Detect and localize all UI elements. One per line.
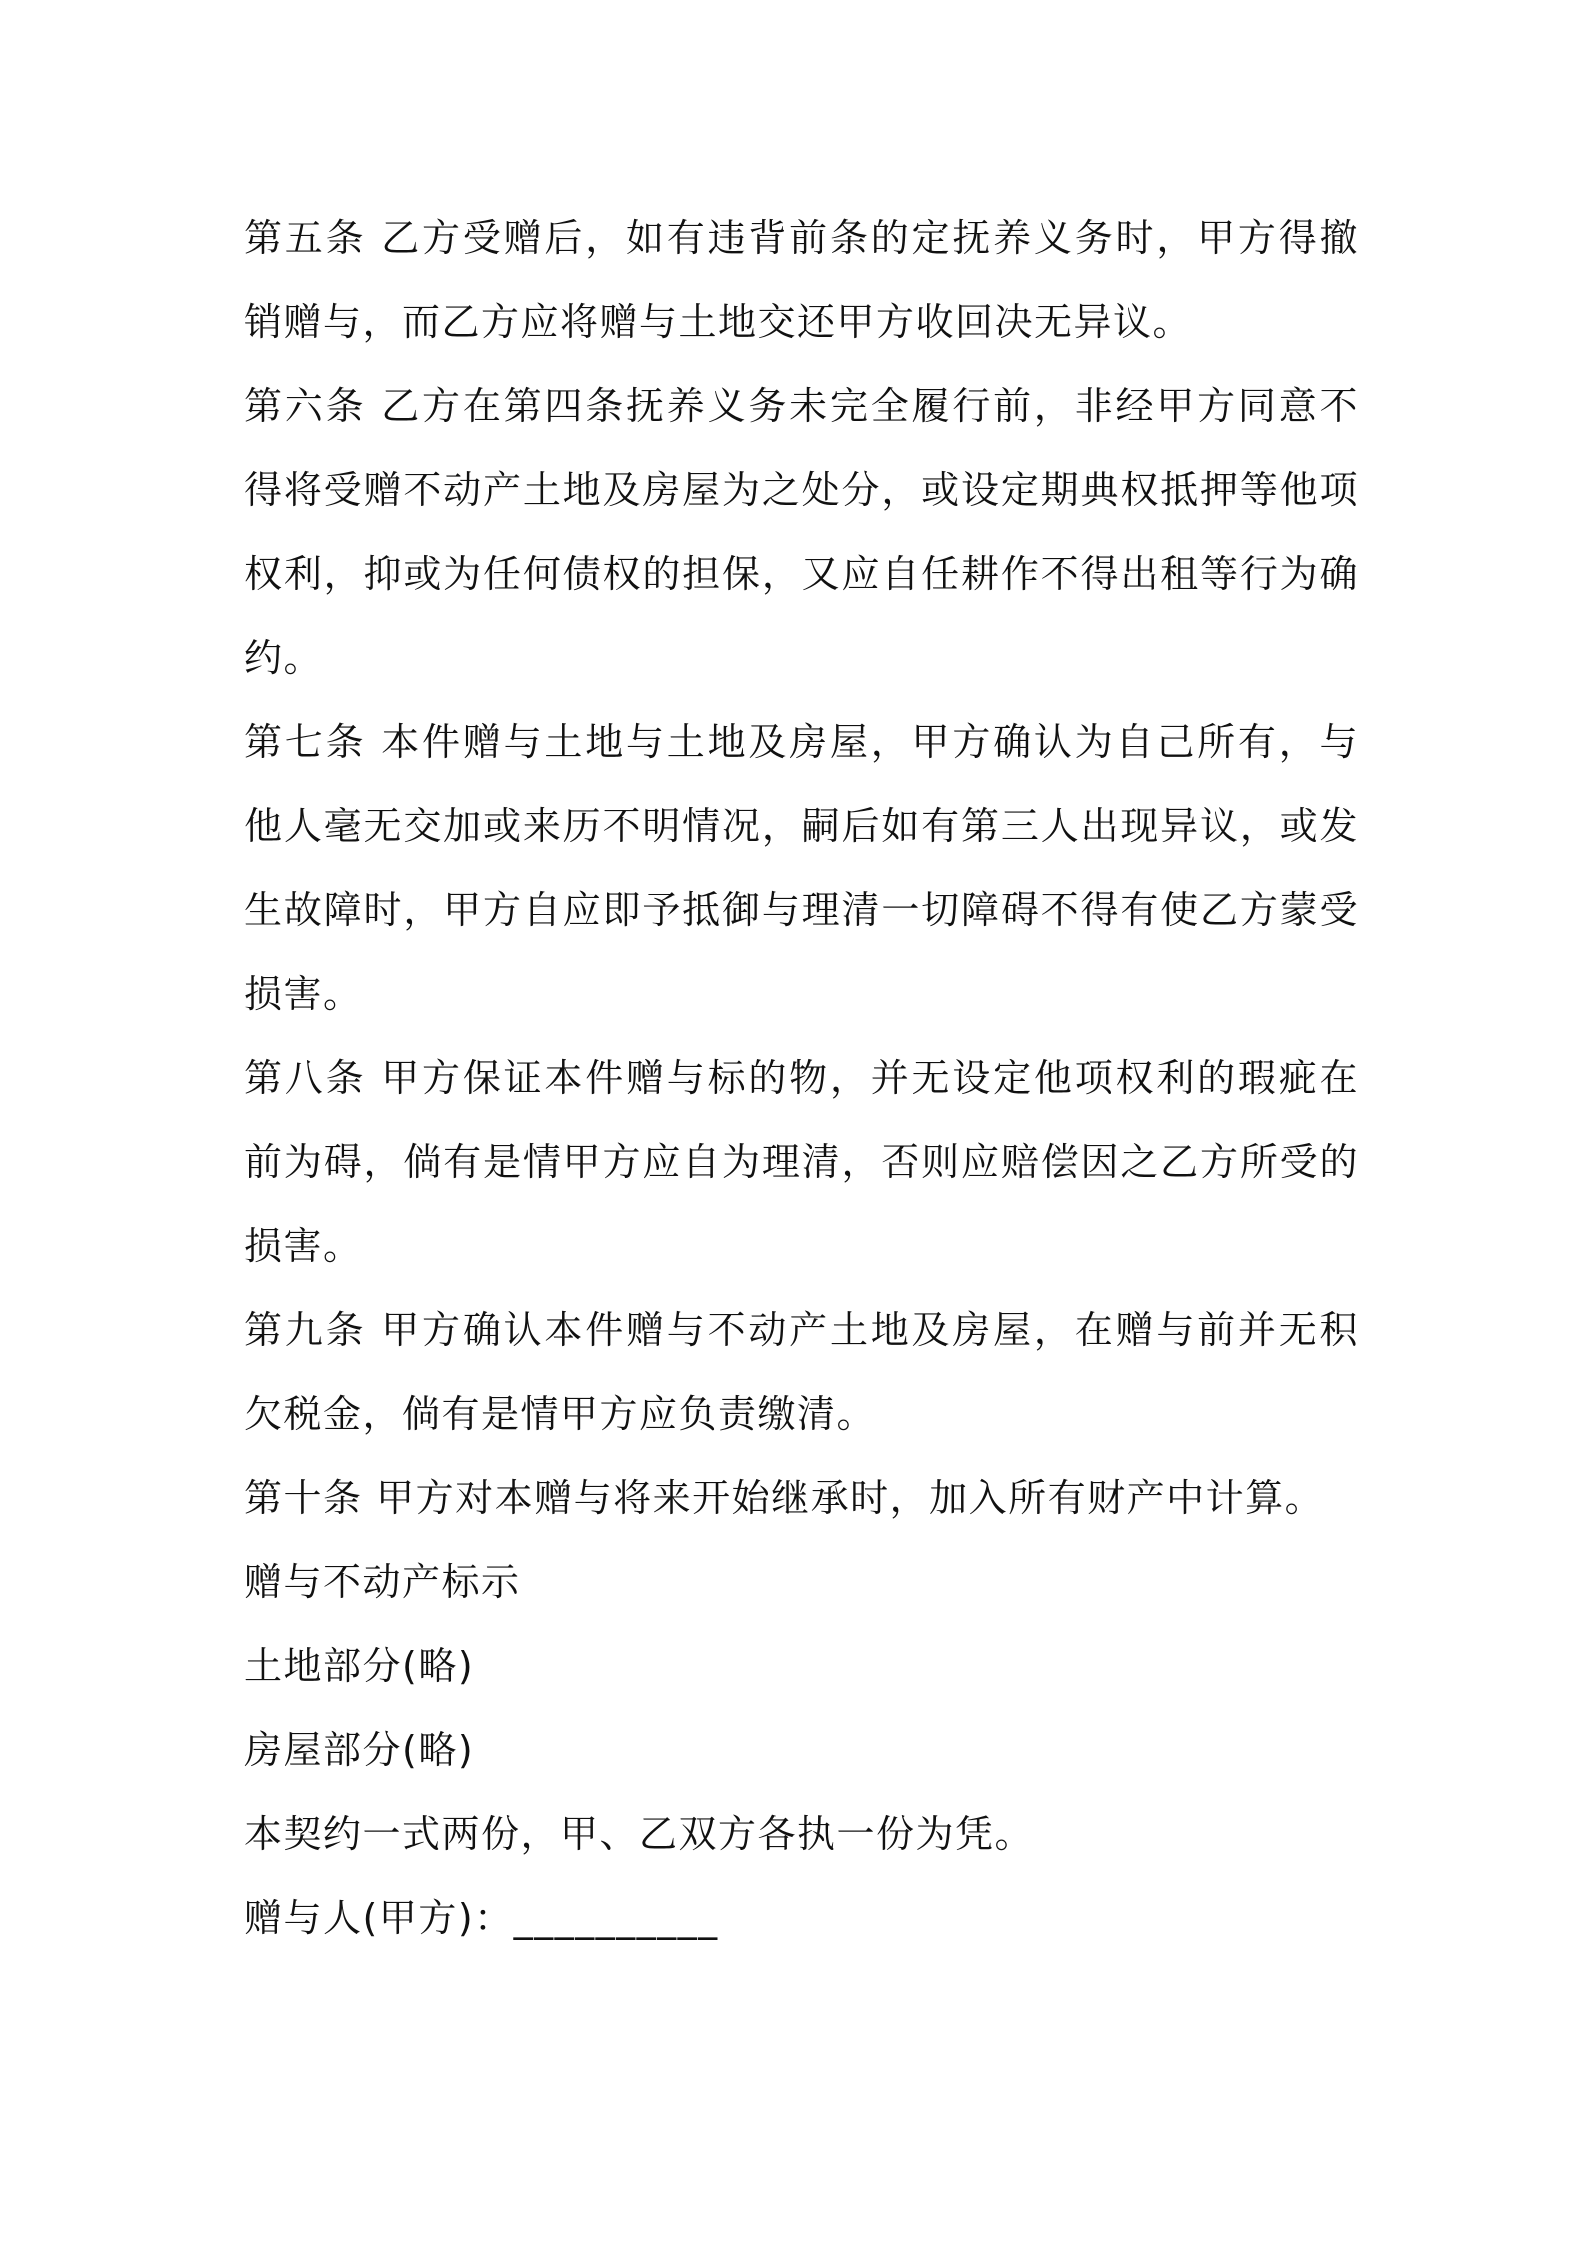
donor-signature-line: 赠与人(甲方)：__________ (244, 1896, 719, 1940)
house-section: 房屋部分(略) (244, 1728, 475, 1772)
copies-clause: 本契约一式两份，甲、乙双方各执一份为凭。 (244, 1812, 1035, 1856)
article-10: 第十条 甲方对本赠与将来开始继承时，加入所有财产中计算。 (244, 1476, 1325, 1520)
article-7: 第七条 本件赠与土地与土地及房屋，甲方确认为自己所有，与他人毫无交加或来历不明情况，嗣后如有第三人出现异议，或发生故障时，甲方自应即予抵御与理清一切障碍不得有使乙方蒙受损害。 (244, 720, 1359, 1016)
article-9: 第九条 甲方确认本件赠与不动产土地及房屋，在赠与前并无积欠税金，倘有是情甲方应负责缴清。 (244, 1308, 1359, 1436)
land-section: 土地部分(略) (244, 1644, 475, 1688)
article-5: 第五条 乙方受赠后，如有违背前条的定抚养义务时，甲方得撤销赠与，而乙方应将赠与土地交还甲方收回决无异议。 (244, 216, 1359, 344)
property-heading: 赠与不动产标示 (244, 1560, 521, 1604)
article-8: 第八条 甲方保证本件赠与标的物，并无设定他项权利的瑕疵在前为碍，倘有是情甲方应自为理清，否则应赔偿因之乙方所受的损害。 (244, 1056, 1359, 1268)
document-body (244, 196, 1359, 1960)
article-6: 第六条 乙方在第四条抚养义务未完全履行前，非经甲方同意不得将受赠不动产土地及房屋为之处分，或设定期典权抵押等他项权利，抑或为任何债权的担保，又应自任耕作不得出租等行为确约。 (244, 384, 1359, 680)
